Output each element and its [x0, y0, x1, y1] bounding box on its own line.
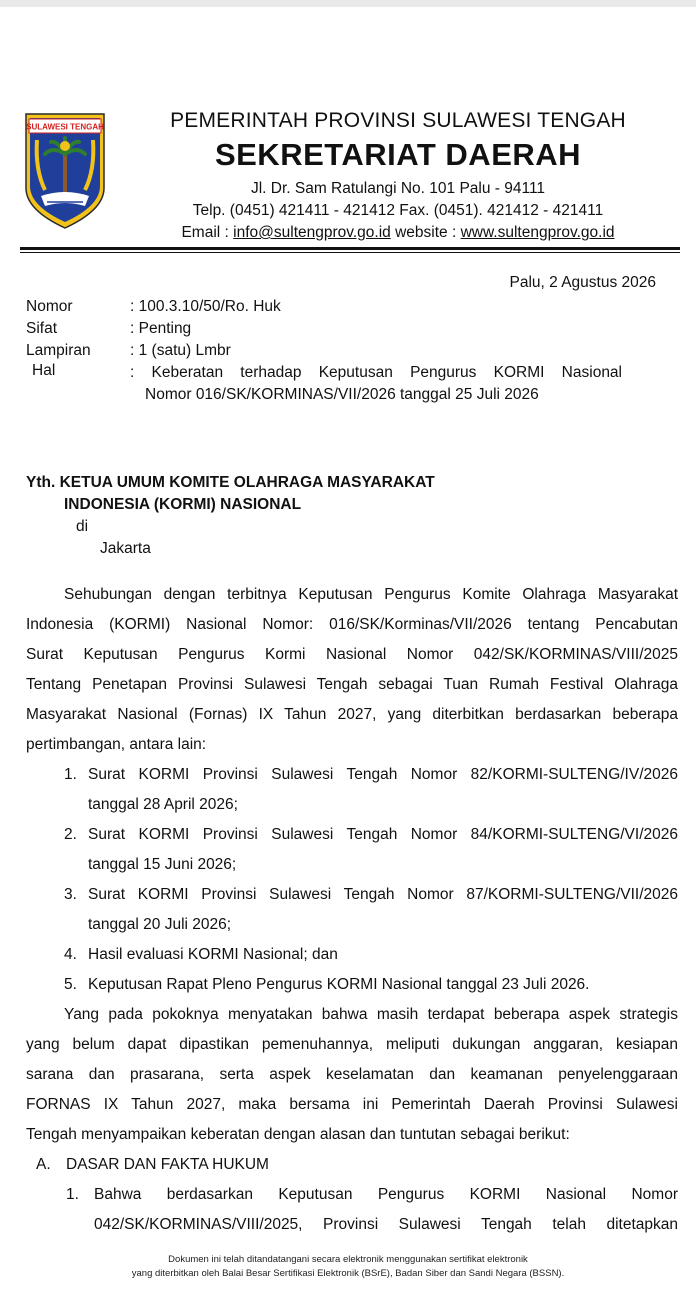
paragraph-line: Tengah menyampaikan keberatan dengan alasan dan tuntutan sebagai berikut:: [26, 1126, 570, 1143]
paragraph-1: [26, 580, 678, 760]
list-line: Keputusan Rapat Pleno Pengurus KORMI Nasional tanggal 23 Juli 2026.: [88, 976, 590, 993]
list-line: tanggal 20 Juli 2026;: [88, 916, 232, 933]
meta-hal-label: Hal: [32, 362, 56, 379]
meta-label: Lampiran: [26, 342, 91, 359]
meta-hal-value: [130, 362, 622, 406]
list-item: [26, 820, 678, 880]
list-item: [26, 760, 678, 820]
list-item: [26, 970, 678, 1000]
office-contact: [118, 222, 678, 244]
paragraph-2: [26, 1000, 678, 1150]
meta-label: Nomor: [26, 298, 73, 315]
emblem-text: SULAWESI TENGAH: [26, 122, 104, 132]
paragraph-line: pertimbangan, antara lain:: [26, 736, 207, 753]
list-line: Bahwa berdasarkan Keputusan Pengurus KORMI Nasional Nomor: [94, 1186, 678, 1203]
letter-body: [26, 580, 678, 1240]
list-line: Surat KORMI Provinsi Sulawesi Tengah Nomor 87/KORMI-SULTENG/VII/2026: [88, 886, 678, 903]
letterhead-rule-thin: [20, 252, 680, 253]
paragraph-line: Masyarakat Nasional (Fornas) IX Tahun 2027, yang diterbitkan berdasarkan beberapa: [26, 706, 678, 723]
section-title: DASAR DAN FAKTA HUKUM: [66, 1156, 269, 1173]
letterhead: [118, 106, 678, 244]
email-label: Email :: [181, 224, 234, 241]
letterhead-rule-thick: [20, 247, 680, 250]
list-number: 2.: [64, 826, 77, 843]
list-number: 4.: [64, 946, 77, 963]
list-number: 5.: [64, 976, 77, 993]
recipient: [26, 472, 435, 516]
meta-label: Sifat: [26, 320, 58, 337]
recipient-line: Yth. KETUA UMUM KOMITE OLAHRAGA MASYARAKAT: [26, 474, 435, 491]
list-number: 3.: [64, 886, 77, 903]
office-name: SEKRETARIAT DAERAH: [214, 137, 582, 172]
section-list-item: [26, 1180, 678, 1240]
website-link[interactable]: www.sultengprov.go.id: [460, 224, 615, 241]
top-strip: [0, 0, 696, 7]
meta-value: : 100.3.10/50/Ro. Huk: [130, 298, 281, 315]
esign-footer: [0, 1253, 696, 1281]
recipient-line: INDONESIA (KORMI) NASIONAL: [64, 496, 302, 513]
list-line: 042/SK/KORMINAS/VIII/2025, Provinsi Sulawesi Tengah telah ditetapkan: [94, 1216, 678, 1233]
paragraph-line: Sehubungan dengan terbitnya Keputusan Pengurus Komite Olahraga Masyarakat: [64, 586, 678, 603]
paragraph-line: FORNAS IX Tahun 2027, maka bersama ini Pemerintah Daerah Provinsi Sulawesi: [26, 1096, 678, 1113]
list-line: Surat KORMI Provinsi Sulawesi Tengah Nomor 84/KORMI-SULTENG/VI/2026: [88, 826, 678, 843]
list-number: 1.: [66, 1186, 79, 1203]
list-line: tanggal 28 April 2026;: [88, 796, 238, 813]
website-label: website :: [390, 224, 461, 241]
recipient-city: Jakarta: [100, 540, 151, 557]
paragraph-line: Surat Keputusan Pengurus Kormi Nasional Nomor 042/SK/KORMINAS/VIII/2025: [26, 646, 678, 663]
paragraph-line: yang belum dapat dipastikan pemenuhannya, meliputi dukungan anggaran, kesiapan: [26, 1036, 678, 1053]
email-link[interactable]: info@sultengprov.go.id: [233, 224, 391, 241]
paragraph-line: Tentang Penetapan Provinsi Sulawesi Tengah sebagai Tuan Rumah Festival Olahraga: [26, 676, 678, 693]
considerations-list: [26, 760, 678, 1000]
meta-value: : 1 (satu) Lmbr: [130, 342, 231, 359]
footer-line: Dokumen ini telah ditandatangani secara elektronik menggunakan sertifikat elektronik: [168, 1254, 528, 1265]
province-emblem: [23, 110, 107, 230]
meta-value: : Penting: [130, 320, 192, 337]
footer-line: yang diterbitkan oleh Balai Besar Sertifikasi Elektronik (BSrE), Badan Siber dan Sandi Negara (BSSN).: [131, 1268, 565, 1279]
paragraph-line: Yang pada pokoknya menyatakan bahwa masih terdapat beberapa aspek strategis: [64, 1006, 678, 1023]
paragraph-line: Indonesia (KORMI) Nasional Nomor: 016/SK/Korminas/VII/2026 tentang Pencabutan: [26, 616, 678, 633]
letter-date: Palu, 2 Agustus 2026: [509, 274, 656, 291]
recipient-di: di: [76, 518, 89, 535]
paragraph-line: sarana dan prasarana, serta aspek keselamatan dan keamanan penyelenggaraan: [26, 1066, 678, 1083]
list-line: tanggal 15 Juni 2026;: [88, 856, 237, 873]
government-name: PEMERINTAH PROVINSI SULAWESI TENGAH: [170, 109, 626, 132]
list-number: 1.: [64, 766, 77, 783]
office-address: Jl. Dr. Sam Ratulangi No. 101 Palu - 94111: [250, 180, 546, 197]
list-line: Surat KORMI Provinsi Sulawesi Tengah Nomor 82/KORMI-SULTENG/IV/2026: [88, 766, 678, 783]
list-line: Hasil evaluasi KORMI Nasional; dan: [88, 946, 338, 963]
list-item: [26, 880, 678, 940]
hal-line: : Keberatan terhadap Keputusan Pengurus KORMI Nasional: [130, 364, 622, 381]
office-phone: Telp. (0451) 421411 - 421412 Fax. (0451). 421412 - 421411: [192, 202, 604, 219]
section-heading: [26, 1150, 678, 1180]
section-number: A.: [36, 1156, 51, 1173]
hal-line: Nomor 016/SK/KORMINAS/VII/2026 tanggal 25 Juli 2026: [145, 386, 539, 403]
list-item: [26, 940, 678, 970]
